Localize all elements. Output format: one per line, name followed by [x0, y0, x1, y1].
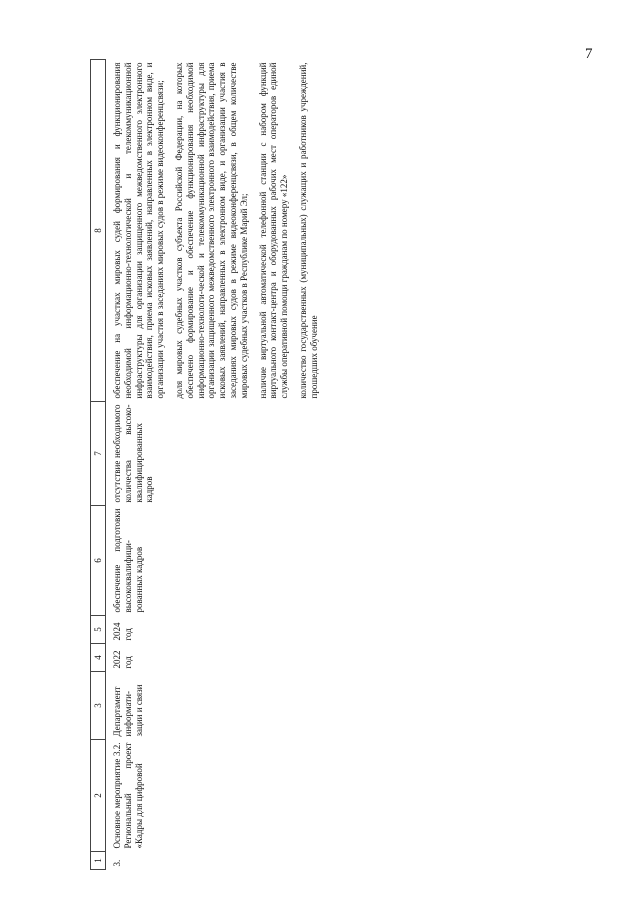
- start-year: 2022 год: [112, 650, 133, 669]
- page-number: 7: [585, 46, 593, 62]
- indicator-text: количество государственных (муниципальных) служащих и работников учреждений, прошедших обучение: [297, 62, 319, 399]
- col-number: 2: [91, 740, 106, 852]
- table-row: [106, 60, 328, 870]
- indicator-text: обеспечение на участках мировых судей формирования и функционирования необходимой информационно-технологической и телекоммуникационной инфраструктуры для организации защищенного межведомственного электронного взаимодействия, приема исковых заявлений, направленных в электронном виде, и организации участия в заседаниях мировых судов в режиме видеоконференцсвязи;: [112, 62, 166, 399]
- expected-result: обеспечение подготовки высококвалифици-рованных кадров: [112, 508, 144, 613]
- indicator-text: доля мировых судебных участков субъекта Российской Федерации, на которых обеспечено формирование и обеспечение функционирования необходимой информационно-технологи-ческой и телекоммуникационной инфраструктуры для организации защищенного межведомственного электронного взаимодействия, приема исковых заявлений, направленных в электронном виде, и организации участия в заседаниях мировых судов в режиме видеоконференцсвязи, в общем количестве мировых судебных участков в Республике Марий Эл;: [173, 62, 249, 399]
- col-number: 6: [91, 506, 106, 616]
- indicators-cell: [106, 60, 328, 402]
- measures-table: [90, 59, 328, 870]
- indicator-text: наличие виртуальной автоматической телефонной станции с набором функций виртуального контакт-центра и оборудованных рабочих мест операторов единой службы оперативной помощи гражданам по номеру «122»: [257, 62, 290, 399]
- row-number: 3.: [112, 859, 122, 867]
- col-number: 3: [91, 672, 106, 740]
- col-number: 7: [91, 402, 106, 506]
- col-number: 1: [91, 852, 106, 870]
- column-numbers-row: [91, 60, 106, 870]
- rotated-table-page: [90, 60, 560, 870]
- col-number: 8: [91, 60, 106, 402]
- col-number: 4: [91, 644, 106, 672]
- end-year: 2024 год: [112, 622, 133, 641]
- measure-name: Основное мероприятие 3.2. Региональный проект «Кадры для цифровой: [112, 742, 144, 849]
- non-implementation-consequence: отсутствие необходимого количества высоко-квалифицированных кадров: [112, 404, 155, 503]
- col-number: 5: [91, 616, 106, 644]
- executor: Департамент информати-зации и связи: [112, 684, 144, 737]
